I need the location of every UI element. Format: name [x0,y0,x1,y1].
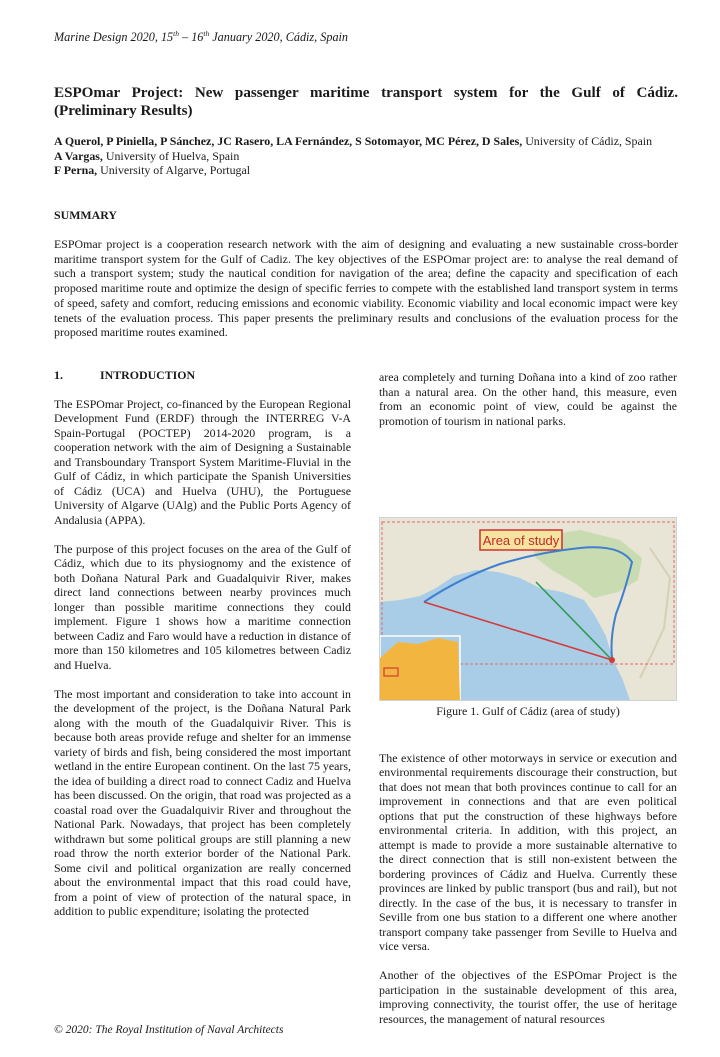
header-conference: Marine Design 2020, 15 [54,30,174,45]
figure-map [379,517,677,701]
body-paragraph: The existence of other motorways in service or execution and environmental requirements discourage their construction, but that does not mean that both provinces continue to call for an improvement in connections and that are even political options that put the construction of these highways before environmental criteria. In addition, with this project, an attempt is made to provide a more sustainable alternative to the direct connection that is still non-existent between the bordering provinces of Cádiz and Huelva. Currently these provinces are linked by public transport (bus and rail), but not directly. In the case of the bus, it is necessary to transfer in Seville from one bus station to a different one where another transport company take passenger from Seville to Huelva and vice versa. [379,750,677,953]
section-number: 1. [54,368,63,382]
map-image [380,518,676,700]
author-line [54,134,678,149]
paper-title: ESPOmar Project: New passenger maritime transport system for the Gulf of Cádiz. (Preliminary Results) [54,85,678,119]
body-paragraph: area completely and turning Doñana into a kind of zoo rather than a natural area. On the other hand, this measure, even from an economic point of view, could be against the promotion of tourism in national parks. [379,370,677,428]
cadiz-point [609,657,615,663]
author-affiliation: University of Algarve, Portugal [97,163,251,178]
author-affiliation: University of Huelva, Spain [102,148,240,163]
section-heading [54,368,351,383]
right-column [379,370,677,1041]
author-line [54,163,678,178]
figure-caption: Figure 1. Gulf of Cádiz (area of study) [436,704,620,718]
summary-text: ESPOmar project is a cooperation research network with the aim of designing and evaluating a new sustainable cross-border maritime transport system for the Gulf of Cadiz. The key objectives of the ESPOmar project are: to analyse the real demand of such a transport system; study the nautical condition for navigation of the area; define the capacity and specification of each proposed maritime route and optimize the design of specific ferries to compete with the established land transport system in terms of speed, safety and comfort, reducing emissions and economic viability. Economic viability and local economic impact were key tenets of the evaluation process. This paper presents the preliminary results and conclusions of the evaluation process for the proposed maritime routes examined. [54,237,678,340]
body-paragraph: Another of the objectives of the ESPOmar Project is the participation in the sustainable development of this area, improving connectivity, the tourist offer, the use of heritage resources, the management of natural resources [379,968,677,1026]
area-label: Area of study [482,533,560,548]
author-line [54,149,678,164]
header-sup-1: th [173,29,179,38]
header-rest: January 2020, Cádiz, Spain [209,30,349,45]
author-names: A Vargas, [54,148,103,163]
body-paragraph: The purpose of this project focuses on the area of the Gulf of Cádiz, which due to its physiognomy and the existence of both Doñana Natural Park and Guadalquivir River, makes direct land connections between nearby provinces much longer than possible maritime connections they could implement. Figure 1 shows how a maritime connection between Cadiz and Faro would have a reduction in distance of more than 150 kilometres and 105 kilometres between Cadiz and Huelva. [54,541,351,672]
section-title: INTRODUCTION [100,368,196,382]
author-names: F Perna, [54,163,98,178]
left-column [54,368,351,933]
author-names: A Querol, P Piniella, P Sánchez, JC Rasero, LA Fernández, S Sotomayor, MC Pérez, D Sales, [54,134,523,148]
body-paragraph: The ESPOmar Project, co-financed by the European Regional Development Fund (ERDF) through the INTERREG V-A Spain-Portugal (POCTEP) 2014-2020 program, is a cooperation network with the aim of Designing a Sustainable and Transboundary Transport System Maritime-Fluvial in the Gulf of Cádiz, in which participate the Spanish Universities of Cádiz (UCA) and Huelva (UHU), the Portuguese University of Algarve (UAlg) and the Public Ports Agency of Andalusia (APPA). [54,396,351,527]
running-header [54,29,348,45]
body-paragraph: The most important and consideration to take into account in the development of the project, is the Doñana Natural Park along with the mouth of the Guadalquivir River. This is because both areas provide refuge and shelter for an immense variety of birds and fish, being considered the most important wetland in the entire European continent. On the last 75 years, the idea of building a direct road to connect Cadiz and Huelva has been discussed. On the origin, that road was projected as a coastal road over the Guadalquivir River and throughout the National Park. Nowadays, that project has been completely withdrawn but some political groups are still planning a new road throw the north exterior border of the National Park. Some civil and political organization are really concerned about the environmental impact that this road could have, from a point of view of protection of the natural space, in addition to public expenditure; isolating the protected [54,686,351,918]
author-list [54,134,678,178]
page-footer: © 2020: The Royal Institution of Naval Architects [54,1024,284,1036]
author-affiliation: University of Cádiz, Spain [522,134,653,148]
header-sup-2: th [203,29,210,38]
header-dash: – 16 [179,30,204,45]
summary-heading: SUMMARY [54,208,117,222]
